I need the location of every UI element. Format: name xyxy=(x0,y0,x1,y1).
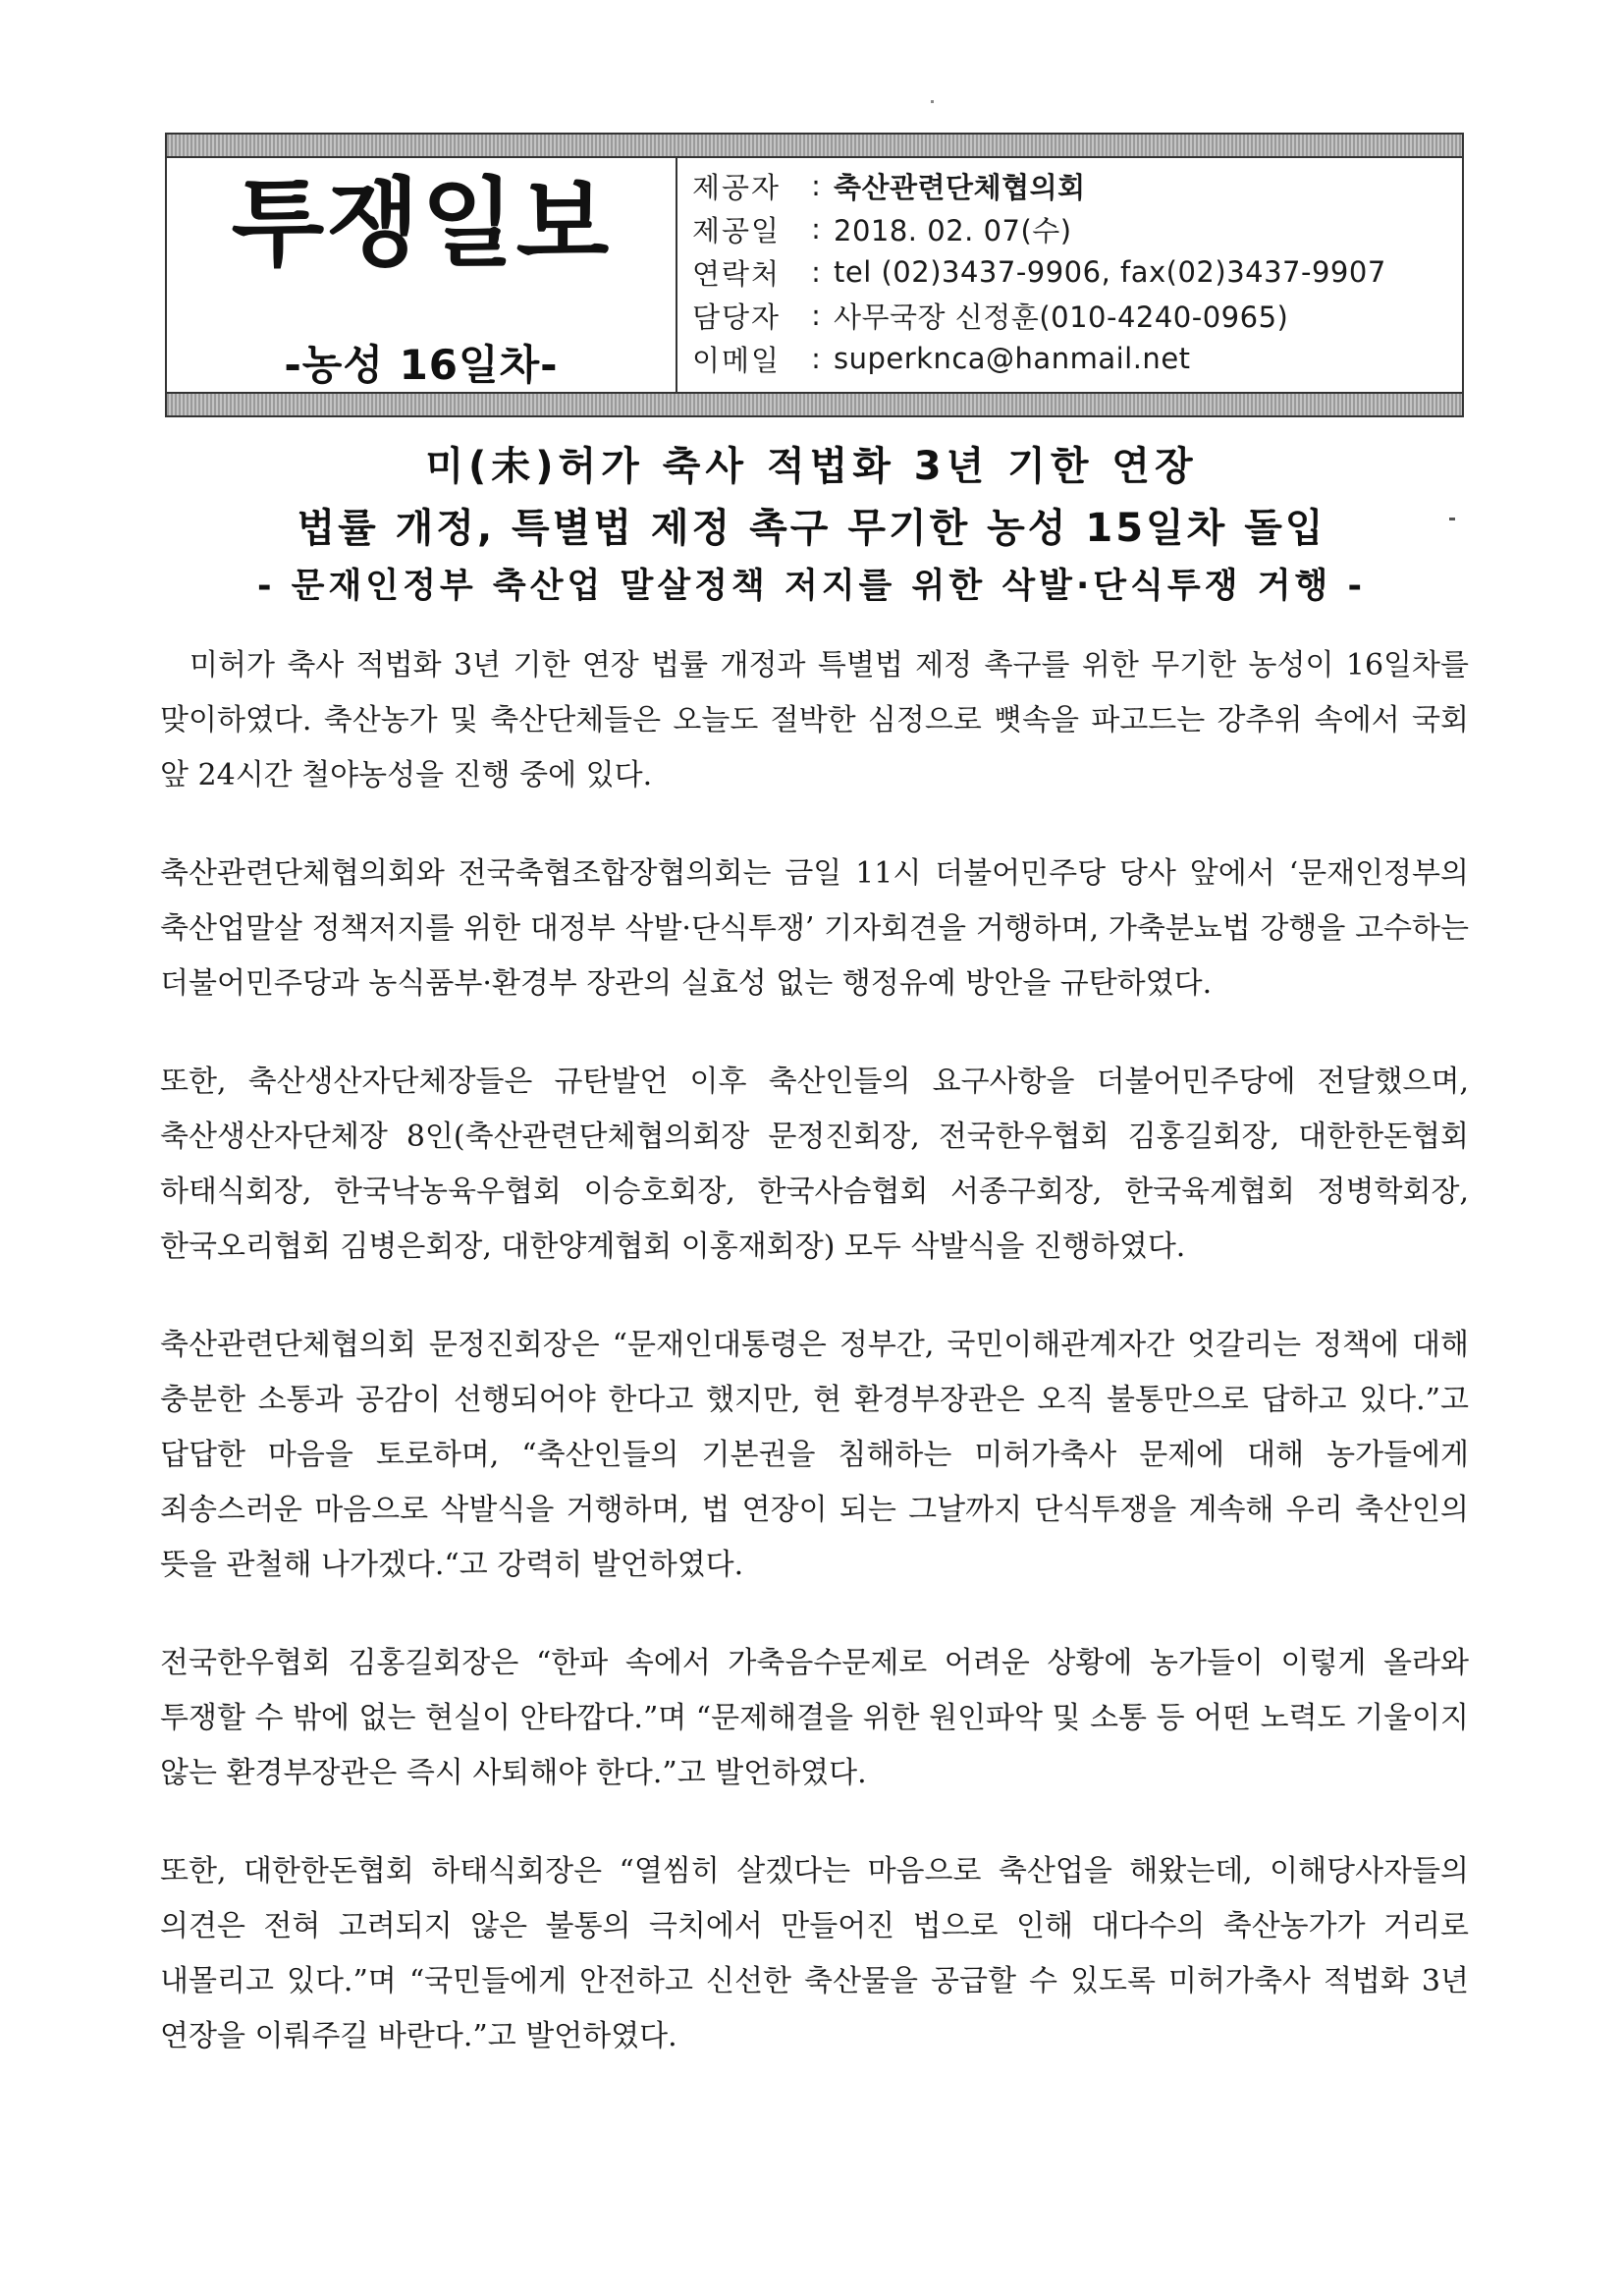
masthead-box xyxy=(165,133,1464,417)
info-value: 축산관련단체협의회 xyxy=(834,170,1086,204)
info-row-provider xyxy=(692,164,1448,207)
info-label: 연락처 xyxy=(692,256,782,291)
info-label: 제공일 xyxy=(692,213,782,247)
paragraph: 축산관련단체협의회 문정진회장은 “문재인대통령은 정부간, 국민이해관계자간 엇갈리는 정책에 대해 충분한 소통과 공감이 선행되어야 한다고 했지만, 현 환경부장관은 오직 불통만으로 답하고 있다.”고 답답한 마음을 토로하며, “축산인들의 기본권을 침해하는 미허가축사 문제에 대해 농가들에게 죄송스러운 마음으로 삭발식을 거행하며, 법 연장이 되는 그날까지 단식투쟁을 계속해 우리 축산인의 뜻을 관철해 나가겠다.“고 강력히 발언하였다. xyxy=(160,1328,1469,1582)
paragraph: 또한, 대한한돈협회 하태식회장은 “열씸히 살겠다는 마음으로 축산업을 해왔는데, 이해당사자들의 의견은 전혀 고려되지 않은 불통의 극치에서 만들어진 법으로 인해 대다수의 축산농가가 거리로 내몰리고 있다.”며 “국민들에게 안전하고 신선한 축산물을 공급할 수 있도록 미허가축사 적법화 3년 연장을 이뤄주길 바란다.”고 발언하였다. xyxy=(160,1854,1469,2053)
info-colon: : xyxy=(811,255,821,289)
masthead-logo xyxy=(167,158,676,396)
paragraph: 전국한우협회 김홍길회장은 “한파 속에서 가축음수문제로 어려운 상황에 농가들이 이렇게 올라와 투쟁할 수 밖에 없는 현실이 안타깝다.”며 “문제해결을 위한 원인파악 및 소통 등 어떤 노력도 기울이지 않는 환경부장관은 즉시 사퇴해야 한다.”고 발언하였다. xyxy=(160,1646,1469,1790)
info-row-contact xyxy=(692,250,1448,294)
info-value: tel (02)3437-9906, fax(02)3437-9907 xyxy=(834,255,1386,289)
paragraph: 또한, 축산생산자단체장들은 규탄발언 이후 축산인들의 요구사항을 더불어민주당에 전달했으며, 축산생산자단체장 8인(축산관련단체협의회장 문정진회장, 전국한우협회 김홍길회장, 대한한돈협회 하태식회장, 한국낙농육우협회 이승호회장, 한국사슴협회 서종구회장, 한국육계협회 정병학회장, 한국오리협회 김병은회장, 대한양계협회 이홍재회장) 모두 삭발식을 진행하였다. xyxy=(160,1065,1469,1264)
info-colon: : xyxy=(811,299,821,332)
info-label: 이메일 xyxy=(692,343,782,377)
info-colon: : xyxy=(811,212,821,246)
masthead-bottom-stripe xyxy=(167,392,1462,415)
article-body xyxy=(160,638,1469,2107)
masthead-top-stripe xyxy=(167,135,1462,158)
paragraph: 미허가 축사 적법화 3년 기한 연장 법률 개정과 특별법 제정 촉구를 위한 무기한 농성이 16일차를 맞이하였다. 축산농가 및 축산단체들은 오늘도 절박한 심정으로 뼛속을 파고드는 강추위 속에서 국회 앞 24시간 철야농성을 진행 중에 있다. xyxy=(160,648,1469,793)
info-colon: : xyxy=(811,342,821,375)
info-value: 2018. 02. 07(수) xyxy=(834,213,1072,247)
newsletter-title: 투쟁일보 xyxy=(231,168,612,280)
info-label: 제공자 xyxy=(692,170,782,204)
paragraph: 축산관련단체협의회와 전국축협조합장협의회는 금일 11시 더불어민주당 당사 앞에서 ‘문재인정부의 축산업말살 정책저지를 위한 대정부 삭발·단식투쟁’ 기자회견을 거행하며, 가축분뇨법 강행을 고수하는 더불어민주당과 농식품부·환경부 장관의 실효성 없는 행정유예 방안을 규탄하였다. xyxy=(160,856,1469,1001)
info-value-email: superknca@hanmail.net xyxy=(834,342,1191,375)
headline-secondary: 법률 개정, 특별법 제정 촉구 무기한 농성 15일차 돌입 xyxy=(297,506,1326,551)
scan-speck xyxy=(931,100,934,103)
info-row-date xyxy=(692,207,1448,250)
info-row-manager xyxy=(692,294,1448,337)
info-colon: : xyxy=(811,169,821,202)
headline-primary: 미(未)허가 축사 적법화 3년 기한 연장 xyxy=(425,444,1198,489)
scan-mark xyxy=(1449,518,1455,520)
newsletter-subtitle: -농성 16일차- xyxy=(284,341,559,389)
info-row-email xyxy=(692,337,1448,380)
headline-subtitle: - 문재인정부 축산업 말살정책 저지를 위한 삭발·단식투쟁 거행 - xyxy=(256,567,1367,606)
masthead-divider xyxy=(676,156,677,394)
info-label: 담당자 xyxy=(692,300,782,334)
info-value: 사무국장 신정훈(010-4240-0965) xyxy=(834,300,1289,334)
provider-info xyxy=(692,164,1448,380)
